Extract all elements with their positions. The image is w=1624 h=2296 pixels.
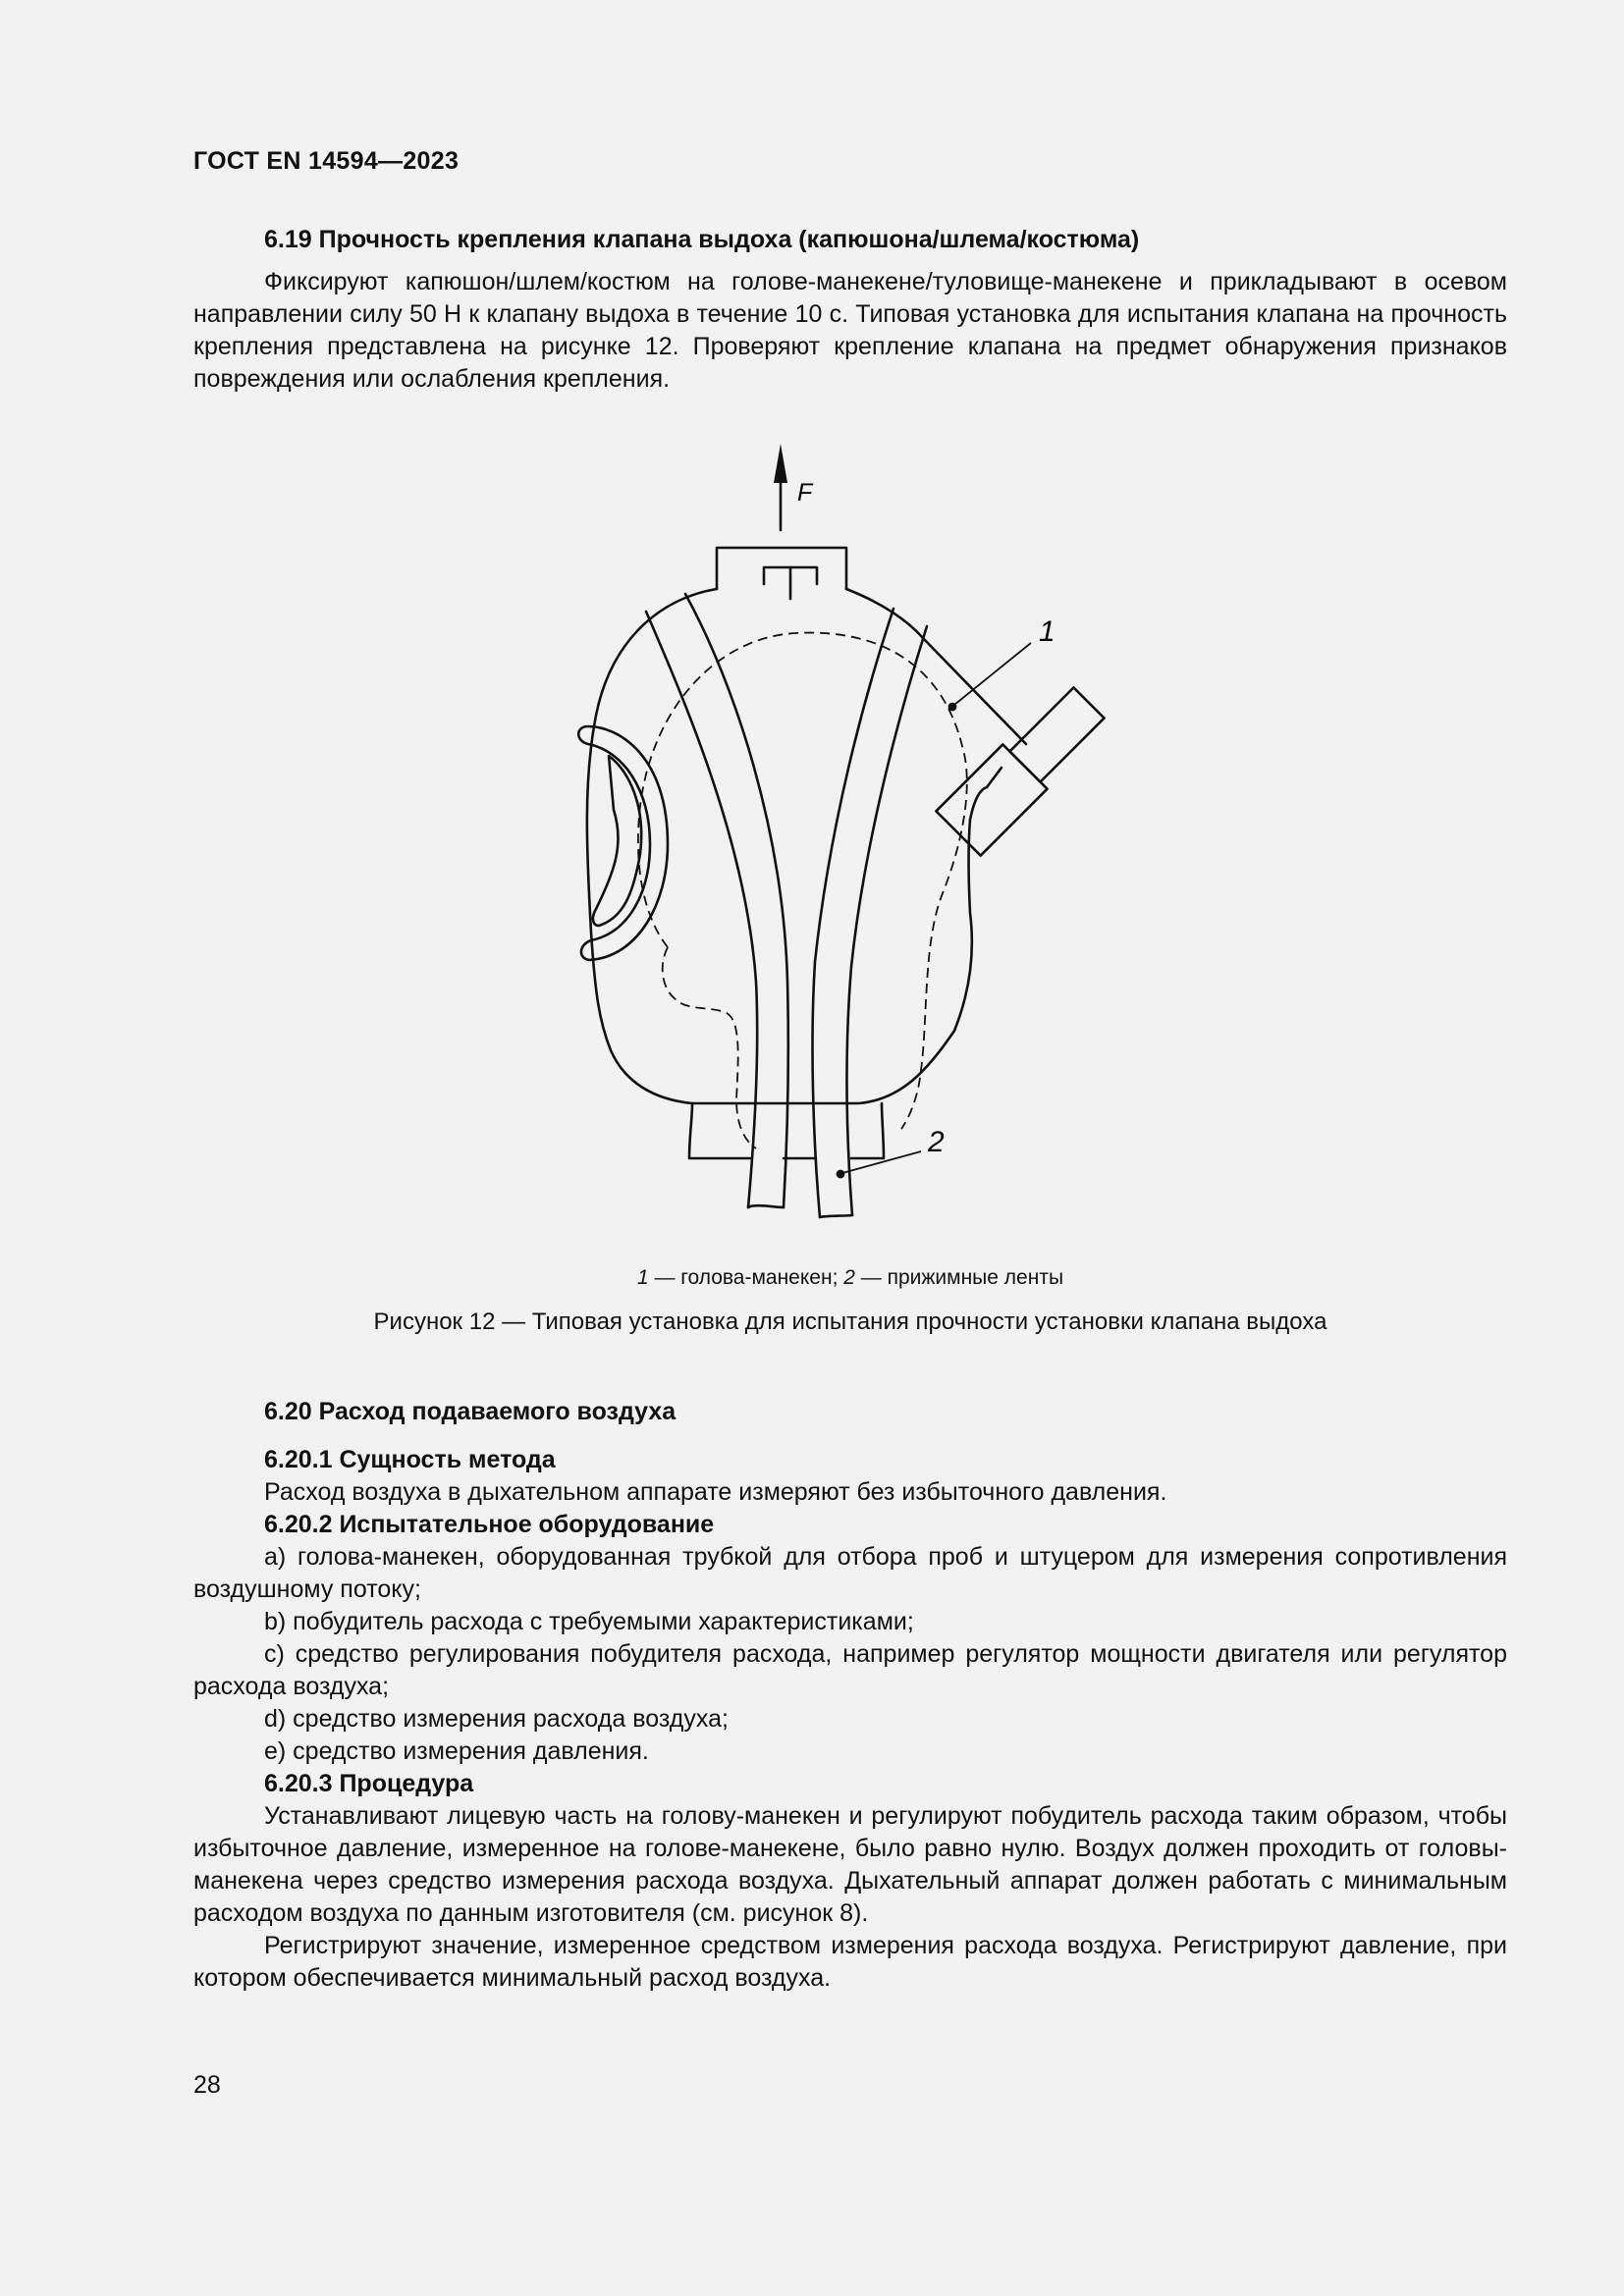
- leader-dot-1: [949, 704, 956, 711]
- exhalation-valve: [936, 680, 1110, 855]
- figure-12-caption: Рисунок 12 — Типовая установка для испытания прочности установки клапана выдоха: [373, 1308, 1327, 1335]
- document-code: ГОСТ EN 14594—2023: [193, 147, 460, 175]
- hood-rib-right: [987, 768, 1001, 787]
- head-outline: [587, 589, 987, 1103]
- callout-2: 2: [928, 1126, 945, 1158]
- equipment-item-b: b) побудитель расхода с требуемыми характеристиками;: [264, 1608, 914, 1635]
- section-6-20-1-title: 6.20.1 Сущность метода: [264, 1446, 556, 1473]
- figure-12-drawing: [530, 432, 1178, 1227]
- strap-left-end: [748, 1205, 784, 1207]
- equipment-item-a: а) голова-манекен, оборудованная трубкой для отбора проб и штуцером для измерения сопротивления воздушному потоку;: [193, 1543, 1507, 1603]
- strap-left-inner: [685, 594, 788, 1207]
- strap-left-outer: [646, 612, 757, 1207]
- force-arrow-head: [774, 444, 787, 483]
- legend-num-2: 2: [843, 1266, 855, 1289]
- leader-line-1: [954, 643, 1031, 705]
- legend-num-1: 1: [636, 1266, 649, 1289]
- leader-dot-2: [838, 1171, 844, 1178]
- legend-text-2: — прижимные ленты: [854, 1266, 1064, 1289]
- strap-right-end: [820, 1215, 852, 1217]
- legend-text-1: — голова-манекен;: [648, 1266, 844, 1289]
- strap-right-inner: [847, 626, 927, 1215]
- section-6-20-3-title: 6.20.3 Процедура: [264, 1770, 474, 1797]
- section-6-19-body: Фиксируют капюшон/шлем/костюм на голове-манекене/туловище-манекене и прикладывают в осевом направлении силу 50 Н к клапану выдоха в течение 10 с. Типовая установка для испытания клапана на прочность крепления представлена на рисунке 12. Проверяют крепление клапана на предмет обнаружения признаков повреждения или ослабления крепления.: [193, 268, 1507, 393]
- figure-12-legend: [193, 1266, 1507, 1290]
- procedure-paragraph-2: Регистрируют значение, измеренное средством измерения расхода воздуха. Регистрируют давление, при котором обеспечивается минимальный расход воздуха.: [193, 1932, 1507, 1992]
- section-6-19-title: 6.19 Прочность крепления клапана выдоха (капюшона/шлема/костюма): [264, 226, 1140, 253]
- section-6-19: [193, 224, 1507, 396]
- section-6-20: [193, 1396, 1507, 1995]
- equipment-item-d: d) средство измерения расхода воздуха;: [264, 1705, 729, 1733]
- hood-top-right: [846, 589, 1026, 744]
- section-6-20-1-body: Расход воздуха в дыхательном аппарате измеряют без избыточного давления.: [264, 1478, 1167, 1506]
- callout-1: 1: [1039, 615, 1056, 648]
- force-label: F: [797, 479, 813, 507]
- equipment-item-c: с) средство регулирования побудителя расхода, например регулятор мощности двигателя или регулятор расхода воздуха;: [193, 1640, 1507, 1700]
- leader-line-2: [842, 1151, 921, 1173]
- page-number: 28: [193, 2071, 221, 2099]
- figure-12: [530, 432, 1178, 1227]
- equipment-item-e: е) средство измерения давления.: [264, 1737, 649, 1765]
- section-6-20-title: 6.20 Расход подаваемого воздуха: [264, 1398, 677, 1425]
- procedure-paragraph-1: Устанавливают лицевую часть на голову-манекен и регулируют побудитель расхода таким образом, чтобы избыточное давление, измеренное на голове-манекене, было равно нулю. Воздух должен проходить от головы-манекена через средство измерения расхода воздуха. Дыхательный аппарат должен работать с минимальным расходом воздуха по данным изготовителя (см. рисунок 8).: [193, 1802, 1507, 1927]
- section-6-20-2-title: 6.20.2 Испытательное оборудование: [264, 1511, 715, 1538]
